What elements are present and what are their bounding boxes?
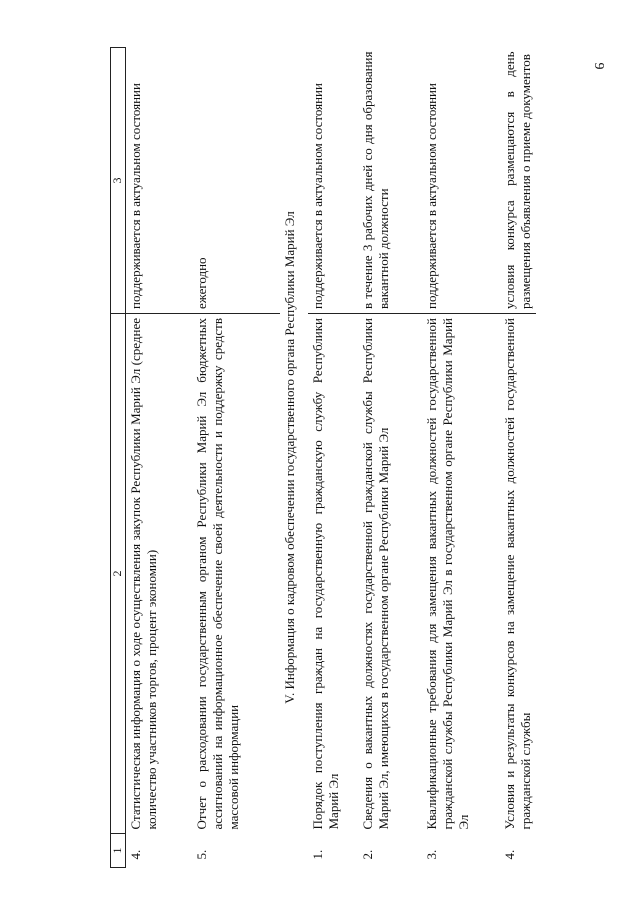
row-description: Порядок поступления граждан на государственную гражданскую службу Республики Марий Эл bbox=[309, 318, 341, 830]
row-number: 3. bbox=[423, 849, 439, 860]
table-header-row bbox=[111, 48, 126, 868]
section-heading-row bbox=[280, 48, 308, 868]
rotated-table-page bbox=[110, 48, 532, 868]
header-col-3: 3 bbox=[111, 48, 126, 314]
row-period: в течение 3 рабочих дней со дня образования вакантной должности bbox=[358, 48, 422, 314]
row-number: 1. bbox=[309, 849, 325, 860]
table-row bbox=[126, 48, 192, 868]
page-number: 9 bbox=[591, 62, 606, 70]
row-period: поддерживается в актуальном состоянии bbox=[308, 48, 358, 314]
row-number: 5. bbox=[193, 849, 209, 860]
table-row bbox=[500, 48, 536, 868]
row-number: 2. bbox=[359, 849, 375, 860]
row-period: поддерживается в актуальном состоянии bbox=[422, 48, 500, 314]
section-title-text: V. Информация о кадровом обеспечении государственного органа Республики Марий Эл bbox=[281, 211, 297, 704]
section-title bbox=[280, 48, 308, 868]
row-description: Статистическая информация о ходе осуществления закупок Республики Марий Эл (среднее количество участников торгов, процент экономии) bbox=[128, 318, 159, 830]
table-row bbox=[358, 48, 422, 868]
table-row bbox=[308, 48, 358, 868]
row-description: Квалификационные требования для замещения вакантных должностей государственной гражданской службы Республики Марий Эл в государственном органе Республики Марий Эл bbox=[423, 318, 471, 830]
row-period: условия конкурса размещаются в день размещения объявления о приеме документов bbox=[500, 48, 536, 314]
header-col-1: 1 bbox=[111, 834, 126, 868]
disclosure-table bbox=[110, 47, 536, 868]
row-period: поддерживается в актуальном состоянии bbox=[126, 48, 192, 314]
row-description: Сведения о вакантных должностях государственной гражданской службы Республики Марий Эл, имеющихся в государственном органе Республики Марий Эл bbox=[359, 318, 391, 830]
row-description: Отчет о расходовании государственным органом Республики Марий Эл бюджетных ассигнований на информационное обеспечение своей деятельности и поддержку средств массовой информации bbox=[193, 318, 241, 830]
row-period: ежегодно bbox=[192, 48, 280, 314]
table-row bbox=[192, 48, 280, 868]
row-number: 4. bbox=[501, 849, 517, 860]
header-col-2: 2 bbox=[111, 314, 126, 834]
row-description: Условия и результаты конкурсов на замещение вакантных должностей государственной гражданской службы bbox=[501, 318, 533, 830]
row-number: 4. bbox=[128, 849, 143, 860]
table-row bbox=[422, 48, 500, 868]
